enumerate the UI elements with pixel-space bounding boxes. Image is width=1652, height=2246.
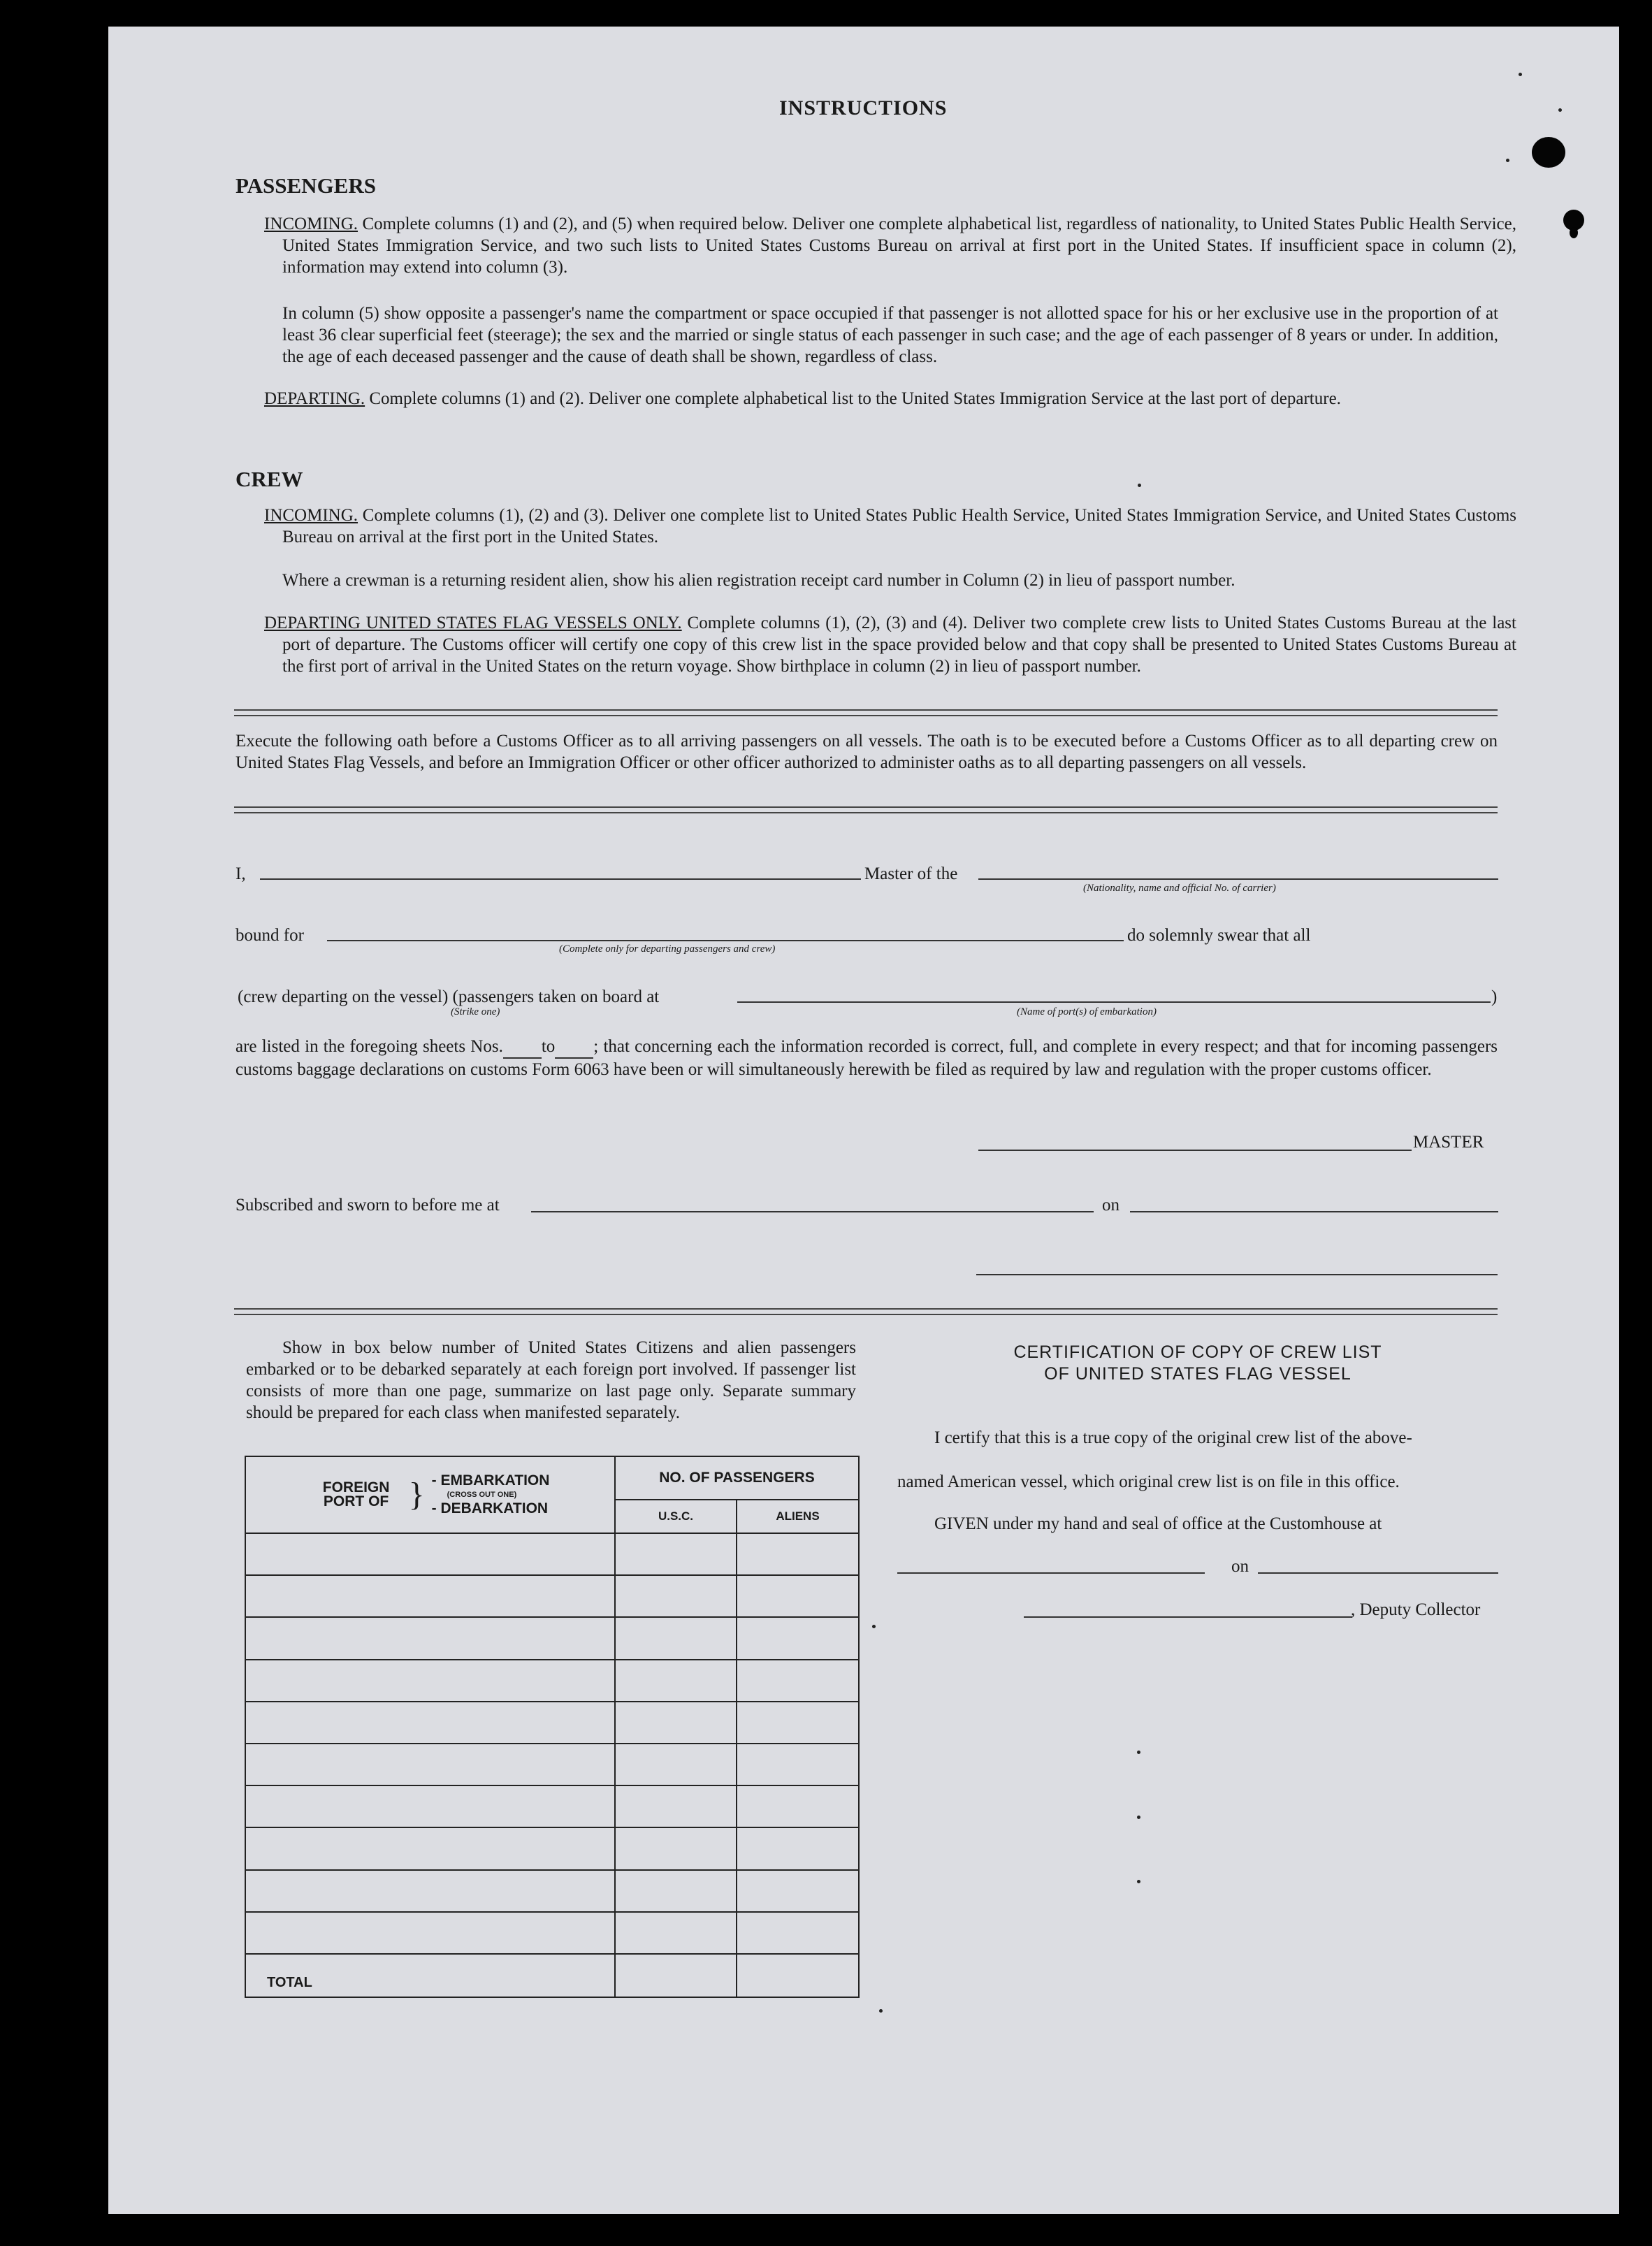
usc-cell[interactable] [615,1660,737,1702]
do-swear-label: do solemnly swear that all [1127,926,1311,945]
deputy-collector-line[interactable] [1024,1616,1352,1618]
divider-rule [234,709,1498,716]
passengers-incoming-paragraph [264,213,1516,278]
oath-i-label: I, [236,864,246,883]
usc-cell[interactable] [615,1744,737,1785]
usc-cell[interactable] [615,1870,737,1912]
embarkation-label: - EMBARKATION [431,1472,550,1488]
usc-total-cell[interactable] [615,1954,737,1997]
passengers-heading: PASSENGERS [236,173,376,198]
subscribed-place-line[interactable] [531,1211,1094,1212]
crew-departing-text: Complete columns (1), (2), (3) and (4). Deliver two complete crew lists to United States Customs Bureau at the last port of departure. The Customs officer will certify one copy of this crew list in the space provided below and that copy shall be presented to United States Customs Bureau at the first port of arrival in the United States on the return voyage. Show birthplace in column (2) in lieu of passport number. [282,614,1516,676]
aliens-cell[interactable] [737,1870,859,1912]
port-cell[interactable] [245,1533,615,1575]
listed-text-a: are listed in the foregoing sheets Nos. [236,1037,503,1056]
summary-note: Show in box below number of United States Citizens and alien passengers embarked or to be debarked separately at each foreign port involved. If passenger list consists of more than one page, summarize on last page only. Separate summary should be prepared for each class when manifested separately. [246,1338,856,1422]
certify-text-b: named American vessel, which original crew list is on file in this office. [897,1472,1400,1491]
certification-date-line[interactable] [1258,1572,1498,1574]
usc-cell[interactable] [615,1785,737,1827]
certification-title-line2: OF UNITED STATES FLAG VESSEL [1044,1364,1352,1384]
listed-paragraph [236,1036,1498,1080]
port-cell[interactable] [245,1660,615,1702]
brace-icon: } [408,1476,425,1513]
sheet-to-blank[interactable] [555,1036,593,1059]
passengers-departing-label: DEPARTING. [264,389,365,408]
cross-out-label: (CROSS OUT ONE) [447,1491,517,1499]
carrier-line[interactable] [978,878,1498,880]
speck [872,1625,876,1628]
port-cell[interactable] [245,1702,615,1744]
passengers-departing-paragraph [264,388,1516,410]
speck [1138,484,1141,487]
aliens-cell[interactable] [737,1912,859,1954]
divider-rule [234,1308,1498,1315]
crew-departing-label: DEPARTING UNITED STATES FLAG VESSELS ONLY. [264,614,682,632]
officer-signature-line[interactable] [976,1274,1498,1275]
speck [1558,108,1562,112]
crew-heading: CREW [236,467,303,491]
passengers-incoming-text: Complete columns (1) and (2), and (5) when required below. Deliver one complete alphabetical list, regardless of nationality, to United States Public Health Service, United States Immigration Service, and two such lists to United States Customs Bureau on arrival at first port in the United States. If insufficient space in column (2), information may extend into column (3). [282,215,1516,277]
aliens-cell[interactable] [737,1702,859,1744]
listed-text-b: ; that concerning each the information recorded is correct, full, and complete in every respect; and that for incoming passengers customs baggage declarations on customs Form 6063 have been or will simultaneously herewith be filed as required by law and regulation with the proper customs officer. [236,1037,1498,1079]
master-label: MASTER [1413,1133,1484,1152]
subscribed-on-label: on [1102,1196,1120,1215]
passengers-departing-text: Complete columns (1) and (2). Deliver one complete alphabetical list to the United States Immigration Service at the last port of departure. [365,389,1341,408]
port-header-cell [245,1456,615,1533]
crew-incoming-label: INCOMING. [264,506,358,525]
no-passengers-header: NO. OF PASSENGERS [615,1456,859,1500]
carrier-caption: (Nationality, name and official No. of carrier) [1083,883,1276,894]
divider-rule [234,806,1498,813]
instructions-title: INSTRUCTIONS [779,96,948,119]
usc-cell[interactable] [615,1617,737,1659]
master-of-the-label: Master of the [864,864,958,883]
ports-caption: (Name of port(s) of embarkation) [1017,1006,1157,1017]
speck [1519,73,1522,76]
port-cell[interactable] [245,1617,615,1659]
aliens-cell[interactable] [737,1785,859,1827]
usc-cell[interactable] [615,1575,737,1617]
crew-resident-paragraph: Where a crewman is a returning resident alien, show his alien registration receipt card number in Column (2) in lieu of passport number. [282,571,1236,590]
bound-caption: (Complete only for departing passengers and crew) [559,943,776,955]
sheet-from-blank[interactable] [503,1036,542,1059]
port-cell[interactable] [245,1575,615,1617]
debarkation-label: - DEBARKATION [431,1500,549,1516]
bound-for-label: bound for [236,926,304,945]
ink-blot [1532,137,1565,168]
aliens-cell[interactable] [737,1575,859,1617]
strike-caption: (Strike one) [451,1006,500,1017]
aliens-cell[interactable] [737,1617,859,1659]
master-name-line[interactable] [260,878,861,880]
passenger-summary-table [245,1456,860,1998]
speck [879,2009,883,2013]
port-cell[interactable] [245,1785,615,1827]
speck [1137,1751,1140,1754]
port-cell[interactable] [245,1870,615,1912]
usc-cell[interactable] [615,1533,737,1575]
subscribed-date-line[interactable] [1130,1211,1498,1212]
passengers-incoming-label: INCOMING. [264,215,358,233]
speck [1137,1880,1140,1883]
crew-departing-paragraph [264,612,1516,677]
aliens-cell[interactable] [737,1744,859,1785]
ink-blot [1570,227,1578,238]
given-text: GIVEN under my hand and seal of office at the Customhouse at [934,1514,1382,1533]
port-cell[interactable] [245,1912,615,1954]
usc-header: U.S.C. [615,1500,737,1533]
master-signature-line[interactable] [978,1150,1412,1151]
aliens-cell[interactable] [737,1533,859,1575]
customhouse-line[interactable] [897,1572,1205,1574]
speck [1506,159,1509,162]
listed-to-label: to [541,1037,556,1056]
embarkation-ports-line[interactable] [737,1001,1491,1003]
deputy-collector-label: , Deputy Collector [1351,1600,1481,1619]
bound-for-line[interactable] [327,940,1124,941]
port-cell[interactable] [245,1744,615,1785]
close-paren: ) [1491,987,1498,1006]
foreign-port-of-label: FOREIGN PORT OF [322,1479,390,1509]
certification-on-label: on [1231,1557,1249,1576]
crew-incoming-text: Complete columns (1), (2) and (3). Deliver one complete list to United States Public Health Service, United States Immigration Service, and United States Customs Bureau on arrival at the first port in the United States. [282,506,1516,546]
speck [1137,1816,1140,1819]
total-label: TOTAL [245,1954,615,1997]
passengers-column5-paragraph: In column (5) show opposite a passenger's name the compartment or space occupied if that passenger is not allotted space for his or her exclusive use in the proportion of at least 36 clear superficial feet (steerage); the sex and the married or single status of each passenger in such case; and the age of each passenger of 8 years or under. In addition, the age of each deceased passenger and the cause of death shall be shown, regardless of class. [282,304,1498,366]
aliens-cell[interactable] [737,1827,859,1869]
usc-cell[interactable] [615,1702,737,1744]
crew-departing-label: (crew departing on the vessel) (passengers taken on board at [238,987,660,1006]
usc-cell[interactable] [615,1827,737,1869]
certification-title [897,1342,1498,1385]
usc-cell[interactable] [615,1912,737,1954]
port-cell[interactable] [245,1827,615,1869]
crew-incoming-paragraph [264,505,1516,548]
certify-text-a: I certify that this is a true copy of the original crew list of the above- [934,1428,1412,1447]
aliens-total-cell[interactable] [737,1954,859,1997]
oath-instruction: Execute the following oath before a Customs Officer as to all arriving passengers on all vessels. The oath is to be executed before a Customs Officer as to all departing crew on United States Flag Vessels, and before an Immigration Officer or other officer authorized to administer oaths as to all departing passengers on all vessels. [236,732,1498,772]
aliens-header: ALIENS [737,1500,859,1533]
subscribed-label: Subscribed and sworn to before me at [236,1196,500,1215]
certification-title-line1: CERTIFICATION OF COPY OF CREW LIST [1013,1342,1382,1362]
aliens-cell[interactable] [737,1660,859,1702]
